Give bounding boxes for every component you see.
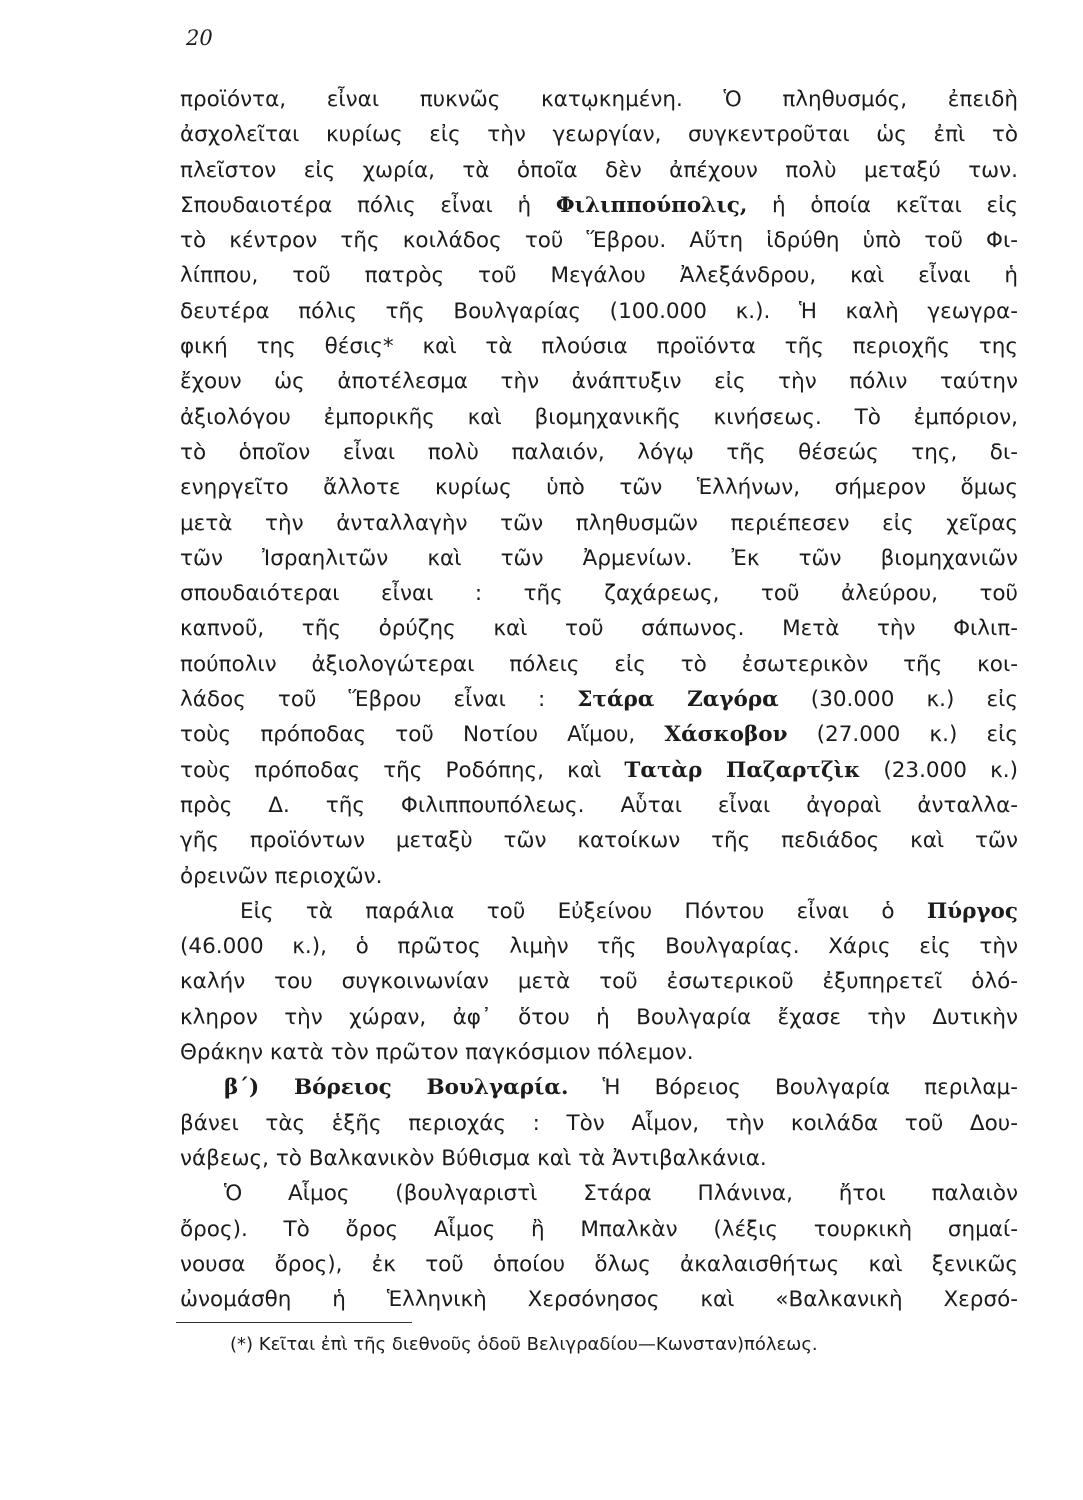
text-line [180,541,1018,576]
text-segment: (30.000 κ.) εἰς [778,687,1018,713]
text-line [180,506,1018,541]
text-line [180,153,1018,188]
text-line [180,717,1018,752]
text-segment: λίππου, τοῦ πατρὸς τοῦ Μεγάλου Ἀλεξάνδρου, καὶ εἶναι ἡ [180,263,1018,289]
bold-term: β΄) Βόρειος Βουλγαρία. [224,1075,569,1101]
text-segment: προϊόντα, εἶναι πυκνῶς κατῳκημένη. Ὁ πληθυσμός, ἐπειδὴ [180,87,1018,112]
footnote: (*) Κεῖται ἐπὶ τῆς διεθνοῦς ὁδοῦ Βελιγραδίου—Κωνσταν)πόλεως. [230,1334,818,1355]
text-segment: καπνοῦ, τῆς ὀρύζης καὶ τοῦ σάπωνος. Μετὰ τὴν Φιλιπ- [180,616,1018,642]
text-line [180,364,1018,399]
text-segment: λάδος τοῦ Ἕβρου εἶναι : [180,687,578,713]
text-segment: (23.000 κ.) [860,757,1018,783]
text-segment: βάνει τὰς ἑξῆς περιοχάς : Τὸν Αἷμον, τὴν κοιλάδα τοῦ Δου- [180,1110,1018,1136]
bold-term: Χάσκοβον [664,722,788,748]
text-segment: ὄρος). Τὸ ὄρος Αἷμος ἢ Μπαλκὰν (λέξις τουρκικὴ σημαί- [180,1216,1018,1242]
text-line [180,929,1018,964]
text-line [180,1212,1018,1247]
text-segment: κληρον τὴν χώραν, ἀφ᾽ ὅτου ἡ Βουλγαρία ἔχασε τὴν Δυτικὴν [180,1004,1018,1030]
bold-term: Τατὰρ Παζαρτζὶκ [624,757,861,783]
text-segment: μετὰ τὴν ἀνταλλαγὴν τῶν πληθυσμῶν περιέπεσεν εἰς χεῖρας [180,510,1018,536]
text-line [180,788,1018,823]
text-line [180,682,1018,717]
text-line [180,258,1018,293]
text-segment: Θράκην κατὰ τὸν πρῶτον παγκόσμιον πόλεμον. [180,1040,694,1066]
text-segment: Ἡ Βόρειος Βουλγαρία περιλαμ- [568,1075,1018,1101]
text-line [180,1282,1018,1317]
text-line [180,188,1018,223]
text-line [180,823,1018,858]
text-line [180,576,1018,611]
text-segment: Εἰς τὰ παράλια τοῦ Εὐξείνου Πόντου εἶναι ὁ [240,898,927,924]
text-line [180,1070,1018,1105]
text-line [180,223,1018,258]
text-segment: τὸ κέντρον τῆς κοιλάδος τοῦ Ἕβρου. Αὕτη ἱδρύθη ὑπὸ τοῦ Φι- [180,228,1018,254]
text-line [180,1247,1018,1282]
text-segment: σπουδαιότεραι εἶναι : τῆς ζαχάρεως, τοῦ ἀλεύρου, τοῦ [180,581,1018,607]
text-segment: καλήν του συγκοινωνίαν μετὰ τοῦ ἐσωτερικοῦ ἐξυπηρετεῖ ὁλό- [180,969,1018,995]
text-line [180,753,1018,788]
text-line [180,1176,1018,1211]
text-line [180,1106,1018,1141]
text-segment: δευτέρα πόλις τῆς Βουλγαρίας (100.000 κ.). Ἡ καλὴ γεωγρα- [180,298,1018,324]
text-segment: ὠνομάσθη ἡ Ἑλληνικὴ Χερσόνησος καὶ «Βαλκανικὴ Χερσό- [180,1287,1018,1313]
text-line [180,1000,1018,1035]
text-line [180,400,1018,435]
bold-term: Πύργος [926,898,1018,924]
text-line [180,117,1018,152]
text-segment: νουσα ὄρος), ἐκ τοῦ ὁποίου ὅλως ἀκαλαισθήτως καὶ ξενικῶς [180,1251,1018,1277]
bold-term: Στάρα Ζαγόρα [577,687,779,713]
text-line [180,294,1018,329]
text-line [180,470,1018,505]
text-segment: (46.000 κ.), ὁ πρῶτος λιμὴν τῆς Βουλγαρίας. Χάρις εἰς τὴν [180,934,1018,960]
footnote-rule [176,1322,412,1323]
text-segment: ενηργεῖτο ἄλλοτε κυρίως ὑπὸ τῶν Ἑλλήνων, σήμερον ὅμως [180,475,1018,501]
text-segment: (27.000 κ.) εἰς [787,722,1019,748]
text-segment: πούπολιν ἀξιολογώτεραι πόλεις εἰς τὸ ἐσωτερικὸν τῆς κοι- [180,651,1018,677]
text-segment: τῶν Ἰσραηλιτῶν καὶ τῶν Ἀρμενίων. Ἐκ τῶν βιομηχανιῶν [180,545,1018,571]
text-line [180,894,1018,929]
text-line [180,329,1018,364]
text-segment: Ὁ Αἷμος (βουλγαριστὶ Στάρα Πλάνινα, ἤτοι παλαιὸν [224,1181,1018,1207]
text-segment: πρὸς Δ. τῆς Φιλιππουπόλεως. Αὗται εἶναι ἀγοραὶ ἀνταλλα- [180,792,1018,818]
text-line [180,611,1018,646]
text-segment: γῆς προϊόντων μεταξὺ τῶν κατοίκων τῆς πεδιάδος καὶ τῶν [180,828,1018,854]
body-text [180,82,1018,1317]
text-segment: ἔχουν ὡς ἀποτέλεσμα τὴν ἀνάπτυξιν εἰς τὴν πόλιν ταύτην [180,369,1018,395]
text-segment: τὸ ὁποῖον εἶναι πολὺ παλαιόν, λόγῳ τῆς θέσεώς της, δι- [180,439,1018,465]
bold-term: Φιλιππούπολις, [555,192,748,218]
text-line [180,964,1018,999]
text-segment: ὀρεινῶν περιοχῶν. [180,863,383,889]
text-segment: ἀσχολεῖται κυρίως εἰς τὴν γεωργίαν, συγκεντροῦται ὡς ἐπὶ τὸ [180,122,1018,148]
text-line [180,1035,1018,1070]
text-line [180,435,1018,470]
text-line [180,859,1018,894]
text-segment: τοὺς πρόποδας τῆς Ροδόπης, καὶ [180,757,625,783]
text-segment: φική της θέσις* καὶ τὰ πλούσια προϊόντα τῆς περιοχῆς της [180,334,1018,360]
text-segment: Σπουδαιοτέρα πόλις εἶναι ἡ [180,192,556,218]
text-line [180,82,1018,117]
text-line [180,1141,1018,1176]
text-line [180,647,1018,682]
page-number: 20 [186,26,213,50]
text-segment: ἀξιολόγου ἐμπορικῆς καὶ βιομηχανικῆς κινήσεως. Τὸ ἐμπόριον, [180,404,1018,430]
text-segment: τοὺς πρόποδας τοῦ Νοτίου Αἵμου, [180,722,665,748]
text-segment: πλεῖστον εἰς χωρία, τὰ ὁποῖα δὲν ἀπέχουν πολὺ μεταξύ των. [180,157,1018,183]
text-segment: ἡ ὁποία κεῖται εἰς [747,192,1019,218]
text-segment: νάβεως, τὸ Βαλκανικὸν Βύθισμα καὶ τὰ Ἀντιβαλκάνια. [180,1145,767,1171]
